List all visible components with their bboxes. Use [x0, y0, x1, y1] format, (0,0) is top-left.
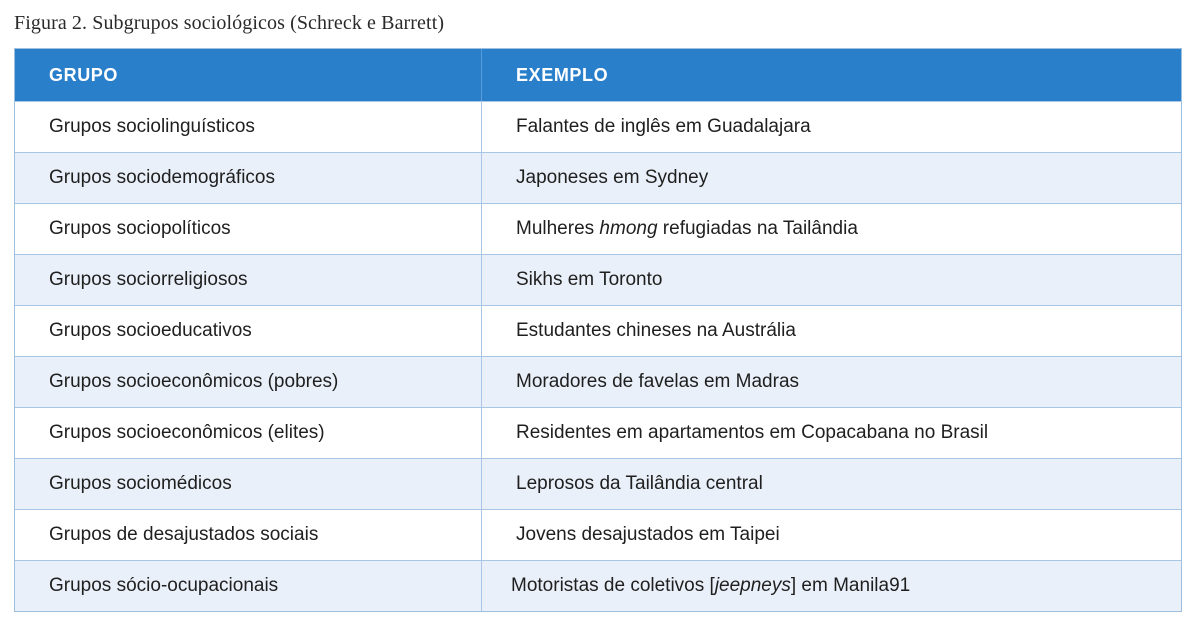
table-row [15, 458, 1181, 509]
grupo-cell: Grupos sócio-ocupacionais [15, 561, 482, 611]
exemplo-cell: Residentes em apartamentos em Copacabana no Brasil [516, 422, 989, 443]
exemplo-italic-term: hmong [599, 218, 658, 239]
exemplo-text-part: refugiadas na Tailândia [657, 218, 858, 239]
table-row [15, 356, 1181, 407]
exemplo-cell: Falantes de inglês em Guadalajara [516, 116, 811, 137]
exemplo-cell: Leprosos da Tailândia central [516, 473, 763, 494]
exemplo-cell: Japoneses em Sydney [516, 167, 709, 188]
grupo-cell: Grupos socioeconômicos (elites) [15, 408, 482, 458]
exemplo-cell [482, 561, 1181, 611]
subgroups-table [14, 48, 1182, 612]
table-row [15, 509, 1181, 560]
exemplo-cell: Jovens desajustados em Taipei [516, 524, 780, 545]
grupo-cell: Grupos de desajustados sociais [15, 510, 482, 560]
column-header-exemplo: EXEMPLO [516, 64, 609, 85]
grupo-cell: Grupos sociopolíticos [15, 204, 482, 254]
grupo-cell: Grupos socioeducativos [15, 306, 482, 356]
table-row [15, 560, 1181, 611]
grupo-cell: Grupos sociodemográficos [15, 153, 482, 203]
exemplo-text-part: Mulheres [516, 218, 600, 239]
table-row [15, 152, 1181, 203]
table-row [15, 101, 1181, 152]
exemplo-cell [482, 204, 1181, 254]
exemplo-italic-term: jeepneys [714, 575, 791, 596]
table-row [15, 203, 1181, 254]
grupo-cell: Grupos sociomédicos [15, 459, 482, 509]
exemplo-cell: Moradores de favelas em Madras [516, 371, 800, 392]
table-row [15, 305, 1181, 356]
exemplo-cell: Sikhs em Toronto [516, 269, 663, 290]
exemplo-text-part: ] em Manila91 [790, 575, 911, 596]
table-header-row [15, 49, 1181, 101]
grupo-cell: Grupos socioeconômicos (pobres) [15, 357, 482, 407]
exemplo-text-part: Motoristas de coletivos [ [511, 575, 715, 596]
table-row [15, 254, 1181, 305]
table-row [15, 407, 1181, 458]
figure-caption: Figura 2. Subgrupos sociológicos (Schreck e Barrett) [14, 12, 445, 34]
column-header-grupo: GRUPO [15, 49, 482, 101]
exemplo-cell: Estudantes chineses na Austrália [516, 320, 796, 341]
grupo-cell: Grupos sociorreligiosos [15, 255, 482, 305]
grupo-cell: Grupos sociolinguísticos [15, 102, 482, 152]
